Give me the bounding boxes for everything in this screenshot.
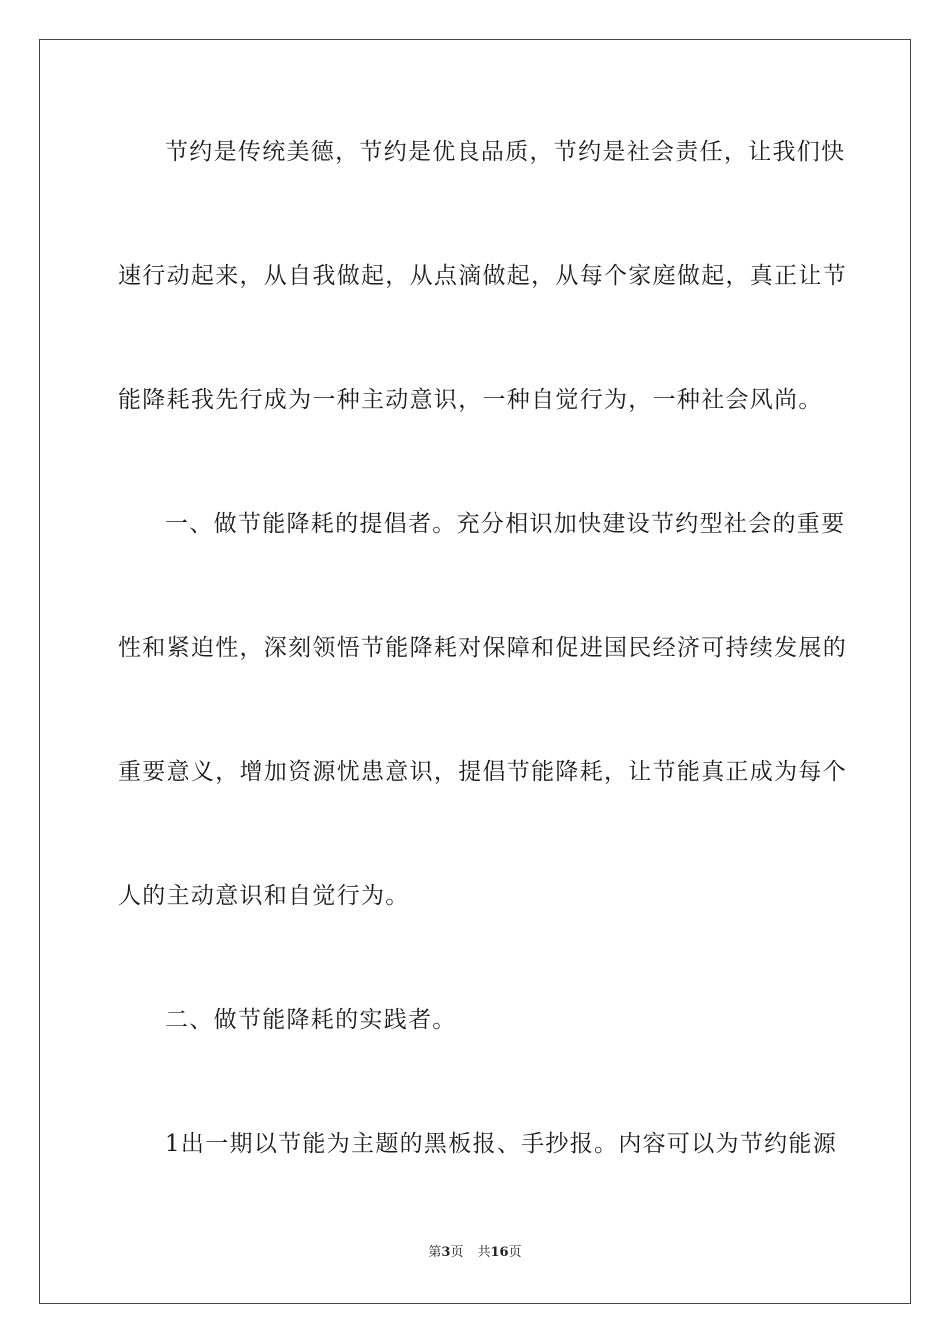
page-footer bbox=[0, 1244, 950, 1262]
total-pages: 16 bbox=[490, 1245, 509, 1260]
total-prefix: 共 bbox=[477, 1245, 491, 1260]
paragraph-line-5: 性和紧迫性，深刻领悟节能降耗对保障和促进国民经济可持续发展的 bbox=[118, 635, 847, 661]
section-heading-1: 一、做节能降耗的提倡者。充分相识加快建设节约型社会的重要 bbox=[165, 511, 846, 537]
total-suffix: 页 bbox=[508, 1245, 522, 1260]
list-item-1: 1出一期以节能为主题的黑板报、手抄报。内容可以为节约能源 bbox=[165, 1131, 838, 1157]
page-suffix: 页 bbox=[450, 1245, 464, 1260]
paragraph-line-3: 能降耗我先行成为一种主动意识，一种自觉行为，一种社会风尚。 bbox=[118, 387, 823, 413]
page-prefix: 第 bbox=[428, 1245, 442, 1260]
section-heading-2: 二、做节能降耗的实践者。 bbox=[165, 1007, 457, 1033]
page-number: 3 bbox=[441, 1245, 451, 1260]
paragraph-line-7: 人的主动意识和自觉行为。 bbox=[118, 883, 410, 909]
paragraph-line-1: 节约是传统美德，节约是优良品质，节约是社会责任，让我们快 bbox=[165, 139, 846, 165]
paragraph-line-6: 重要意义，增加资源忧患意识，提倡节能降耗，让节能真正成为每个 bbox=[118, 759, 847, 785]
paragraph-line-2: 速行动起来，从自我做起，从点滴做起，从每个家庭做起，真正让节 bbox=[118, 263, 847, 289]
page-border bbox=[39, 39, 911, 1304]
